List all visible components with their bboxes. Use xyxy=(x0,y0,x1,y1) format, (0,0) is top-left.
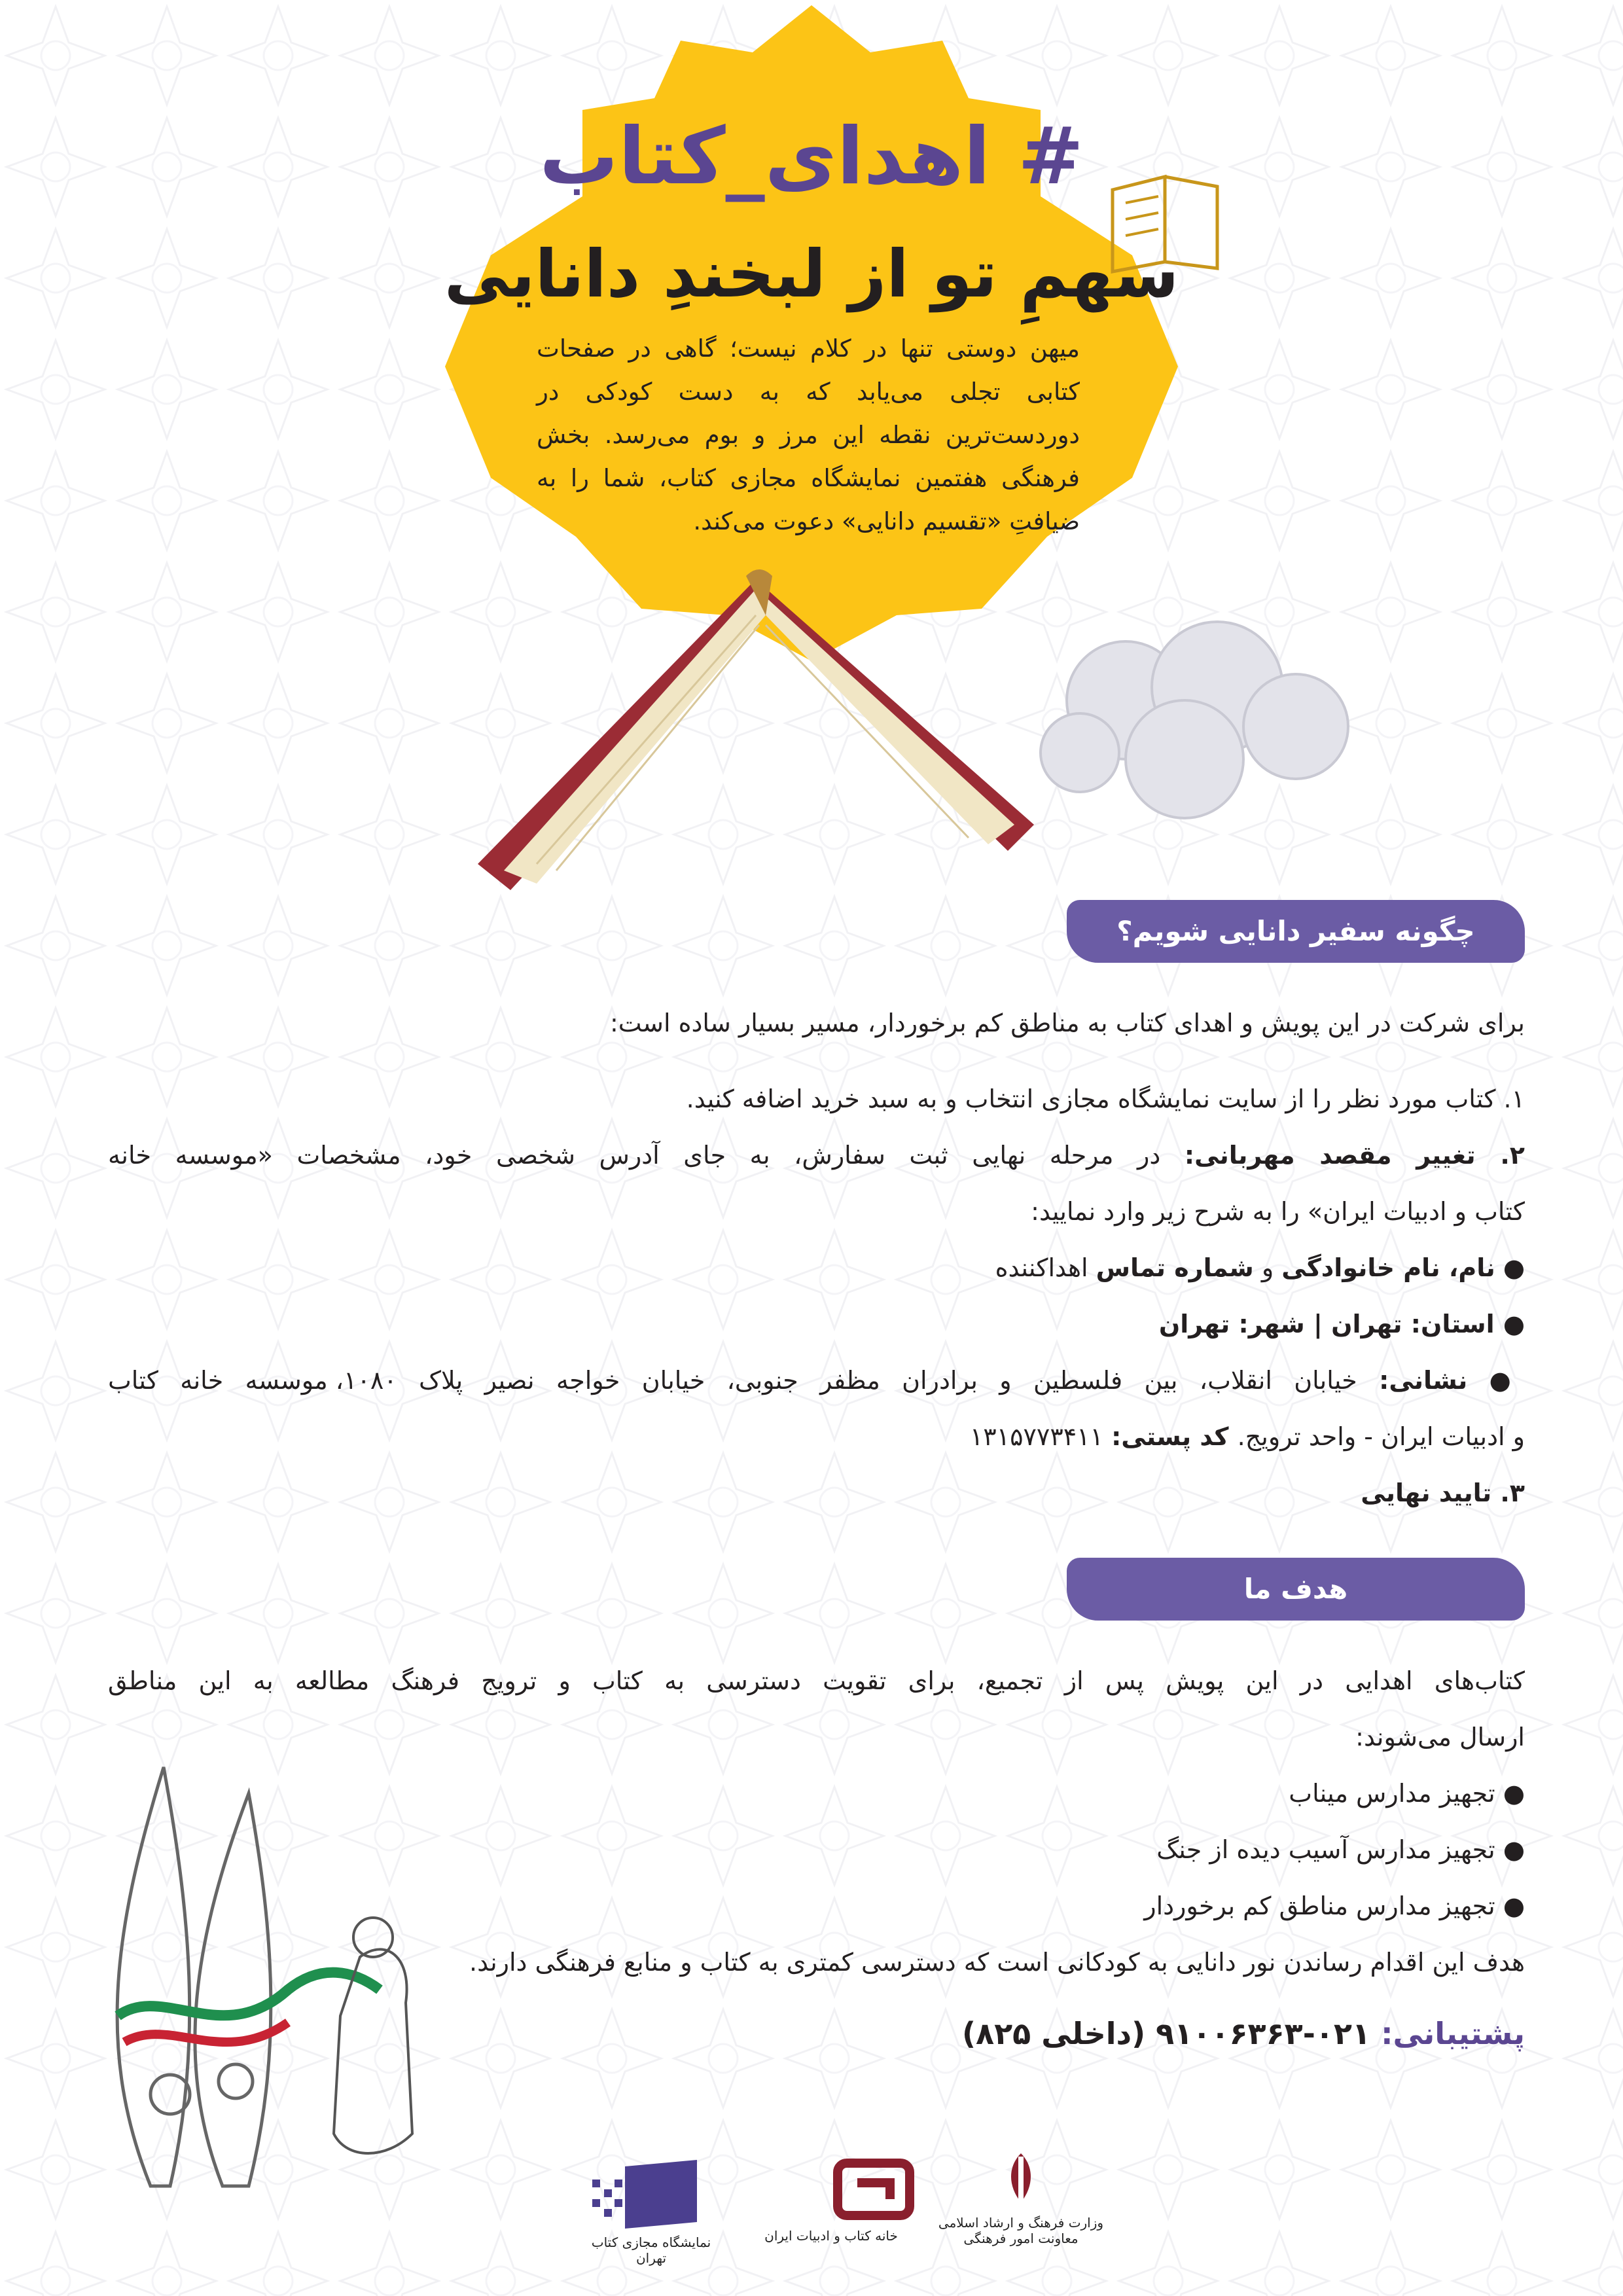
ministry-logo xyxy=(936,2147,1106,2246)
ministry-logo-text-1: وزارت فرهنگ و ارشاد اسلامی xyxy=(938,2215,1104,2231)
goal-line-2: ارسال می‌شوند: xyxy=(1355,1723,1525,1751)
book-house-logo xyxy=(740,2153,923,2244)
support-info xyxy=(720,2016,1525,2051)
virtual-book-fair-logo xyxy=(586,2160,717,2266)
ministry-logo-text-2: معاونت امور فرهنگی xyxy=(963,2231,1079,2246)
step-2-text: در مرحله نهایی ثبت سفارش، به جای آدرس شخصی خود، مشخصات «موسسه خانه xyxy=(108,1141,1185,1170)
book-fair-logo-icon xyxy=(586,2160,704,2232)
goal-closing: هدف این اقدام رساندن نور دانایی به کودکانی است که دسترسی کمتری به کتاب و منابع فرهنگی دارند. xyxy=(469,1948,1525,1977)
bullet-name: ● نام، نام خانوادگی و شماره تماس اهداکننده xyxy=(995,1253,1525,1282)
step-2-label: ۲. تغییر مقصد مهربانی: xyxy=(1184,1141,1525,1170)
bullet-address-line-2: و ادبیات ایران - واحد ترویج. کد پستی: ۱۳۱۵۷۷۳۴۱۱ xyxy=(969,1422,1525,1451)
goal-item: ● تجهیز مدارس میناب xyxy=(1289,1779,1525,1808)
step-2-line-1 xyxy=(108,1127,1525,1183)
section1-intro: برای شرکت در این پویش و اهدای کتاب به مناطق کم برخوردار، مسیر بسیار ساده است: xyxy=(609,1009,1525,1037)
book-house-logo-icon xyxy=(740,2153,923,2225)
intro-paragraph: میهن دوستی تنها در کلام نیست؛ گاهی در صفحات کتابی تجلی می‌یابد که به دست کودکی در دوردست‌ترین نقطه این مرز و بوم می‌رسد. بخش فرهنگی هفتمین نمایشگاه مجازی کتاب، شما را به ضیافتِ «تقسیم دانایی» دعوت می‌کند. xyxy=(537,334,1080,535)
cloud-ornament xyxy=(1021,609,1361,825)
goal-line-1: کتاب‌های اهدایی در این پویش پس از تجمیع، برای تقویت دسترسی به کتاب و ترویج فرهنگ مطالعه به این مناطق xyxy=(108,1666,1525,1695)
ministry-emblem-icon xyxy=(936,2147,1106,2212)
decorative-ornament xyxy=(72,1741,465,2199)
section1-body xyxy=(108,995,1525,1521)
bullet-province: ● استان: تهران | شهر: تهران xyxy=(1158,1310,1525,1338)
goal-item: ● تجهیز مدارس آسیب دیده از جنگ xyxy=(1156,1835,1525,1864)
open-book-illustration xyxy=(458,563,1047,903)
book-house-logo-text: خانه کتاب و ادبیات ایران xyxy=(764,2228,898,2244)
our-goal-heading: هدف ما xyxy=(1067,1558,1525,1621)
support-label: پشتیبانی: xyxy=(1381,2016,1525,2051)
subtitle: سهمِ تو از لبخندِ دانایی xyxy=(444,236,1179,312)
postal-code: ۱۳۱۵۷۷۳۴۱۱ xyxy=(969,1422,1103,1451)
step-2-line-2: کتاب و ادبیات ایران» را به شرح زیر وارد نمایید: xyxy=(1031,1197,1525,1226)
step-1: ۱. کتاب مورد نظر را از سایت نمایشگاه مجازی انتخاب و به سبد خرید اضافه کنید. xyxy=(686,1085,1525,1113)
support-number: ۰۲۱-۹۱۰۰۶۳۶۳ (داخلی ۸۲۵) xyxy=(961,2016,1371,2051)
bullet-address-line-1: ● نشانی: خیابان انقلاب، بین فلسطین و برادران مظفر جنوبی، خیابان خواجه نصیر پلاک ۱۰۸۰، موسسه خانه کتاب xyxy=(108,1366,1525,1395)
book-fair-logo-text: نمایشگاه مجازی کتاب تهران xyxy=(591,2234,711,2266)
hashtag-title: # اهدای_کتاب xyxy=(539,111,1084,202)
goal-item: ● تجهیز مدارس مناطق کم برخوردار xyxy=(1144,1892,1525,1920)
step-3: ۳. تایید نهایی xyxy=(1361,1479,1525,1507)
how-to-heading: چگونه سفیر دانایی شویم؟ xyxy=(1067,900,1525,963)
